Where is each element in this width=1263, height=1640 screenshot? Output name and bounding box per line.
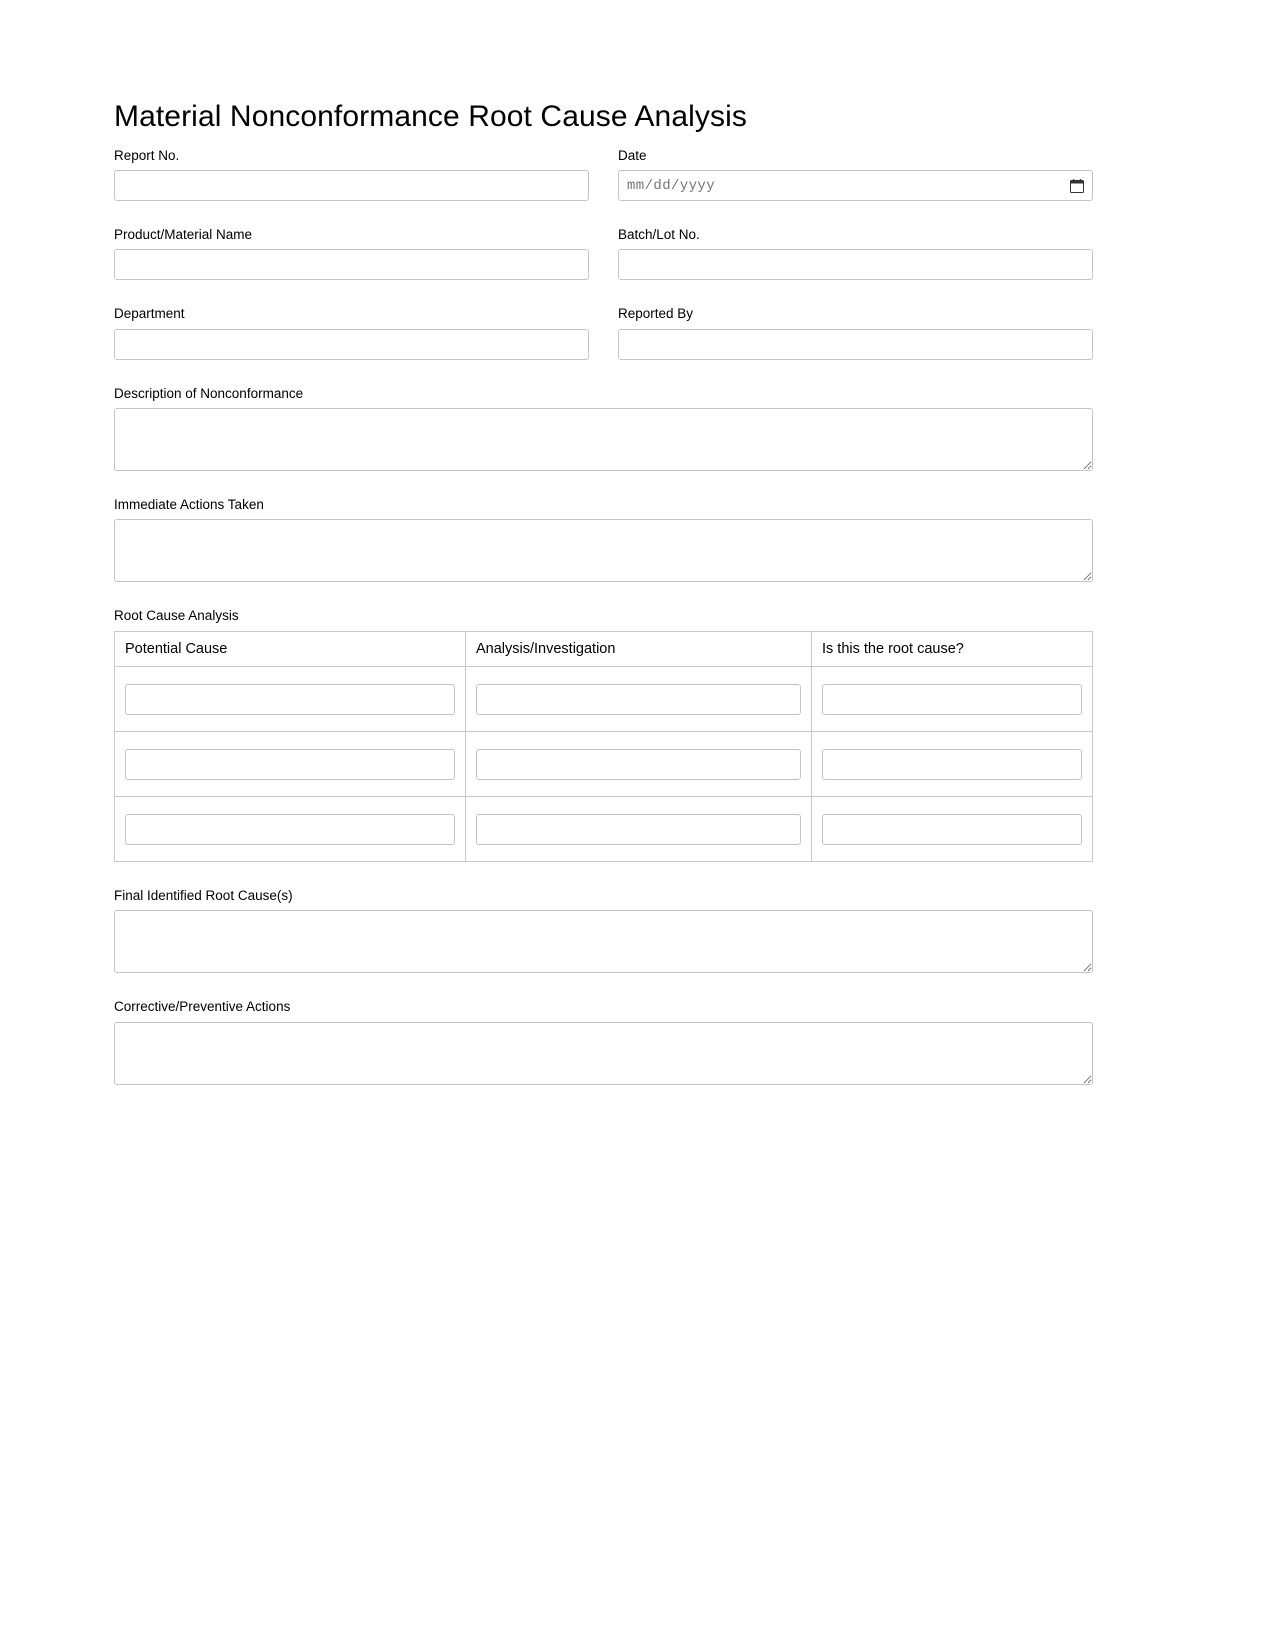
root-cause-analysis-table — [114, 631, 1093, 862]
row-product-batch — [114, 227, 1094, 280]
cell-analysis — [466, 797, 812, 862]
potential-cause-input-1[interactable] — [125, 684, 455, 715]
product-material-name-label: Product/Material Name — [114, 227, 253, 243]
corrective-preventive-actions-textarea[interactable] — [114, 1022, 1093, 1085]
table-row — [115, 667, 1093, 732]
cell-potential-cause — [115, 797, 466, 862]
field-corrective-preventive-actions — [114, 999, 1094, 1084]
potential-cause-input-2[interactable] — [125, 749, 455, 780]
field-final-identified-root-causes — [114, 888, 1094, 973]
row-report-date — [114, 148, 1094, 201]
root-cause-analysis-label: Root Cause Analysis — [114, 607, 239, 623]
batch-lot-no-label: Batch/Lot No. — [618, 227, 700, 243]
report-no-label: Report No. — [114, 148, 180, 163]
report-no-input[interactable] — [114, 170, 589, 201]
field-description-of-nonconformance — [114, 386, 1094, 471]
reported-by-label: Reported By — [618, 306, 694, 322]
is-root-cause-input-3[interactable] — [822, 814, 1082, 845]
form-page — [114, 0, 1094, 1111]
cell-is-root-cause — [812, 732, 1093, 797]
table-header-row — [115, 632, 1093, 667]
date-label: Date — [618, 148, 647, 163]
root-cause-analysis-section — [114, 608, 1094, 862]
field-department — [114, 306, 589, 359]
product-material-name-input[interactable] — [114, 249, 589, 280]
batch-lot-no-input[interactable] — [618, 249, 1093, 280]
is-root-cause-input-1[interactable] — [822, 684, 1082, 715]
cell-is-root-cause — [812, 667, 1093, 732]
description-of-nonconformance-label: Description of Nonconformance — [114, 385, 304, 401]
immediate-actions-taken-label: Immediate Actions Taken — [114, 496, 264, 512]
cell-is-root-cause — [812, 797, 1093, 862]
is-root-cause-input-2[interactable] — [822, 749, 1082, 780]
field-reported-by — [618, 306, 1093, 359]
corrective-preventive-actions-label: Corrective/Preventive Actions — [114, 999, 291, 1015]
table-row — [115, 797, 1093, 862]
column-header-analysis-investigation: Analysis/Investigation — [466, 632, 812, 667]
row-department-reported-by — [114, 306, 1094, 359]
potential-cause-input-3[interactable] — [125, 814, 455, 845]
analysis-input-1[interactable] — [476, 684, 801, 715]
department-label: Department — [114, 306, 185, 322]
reported-by-input[interactable] — [618, 329, 1093, 360]
column-header-potential-cause: Potential Cause — [115, 632, 466, 667]
immediate-actions-taken-textarea[interactable] — [114, 519, 1093, 582]
table-row — [115, 732, 1093, 797]
description-of-nonconformance-textarea[interactable] — [114, 408, 1093, 471]
final-identified-root-causes-textarea[interactable] — [114, 910, 1093, 973]
field-date — [618, 148, 1093, 201]
field-report-no — [114, 148, 589, 201]
final-identified-root-causes-label: Final Identified Root Cause(s) — [114, 888, 293, 904]
date-input[interactable] — [618, 170, 1093, 201]
column-header-is-root-cause: Is this the root cause? — [812, 632, 1093, 667]
analysis-input-3[interactable] — [476, 814, 801, 845]
cell-analysis — [466, 732, 812, 797]
cell-analysis — [466, 667, 812, 732]
field-product-material-name — [114, 227, 589, 280]
field-immediate-actions-taken — [114, 497, 1094, 582]
cell-potential-cause — [115, 667, 466, 732]
page-title: Material Nonconformance Root Cause Analysis — [114, 100, 747, 133]
field-batch-lot-no — [618, 227, 1093, 280]
analysis-input-2[interactable] — [476, 749, 801, 780]
cell-potential-cause — [115, 732, 466, 797]
department-input[interactable] — [114, 329, 589, 360]
